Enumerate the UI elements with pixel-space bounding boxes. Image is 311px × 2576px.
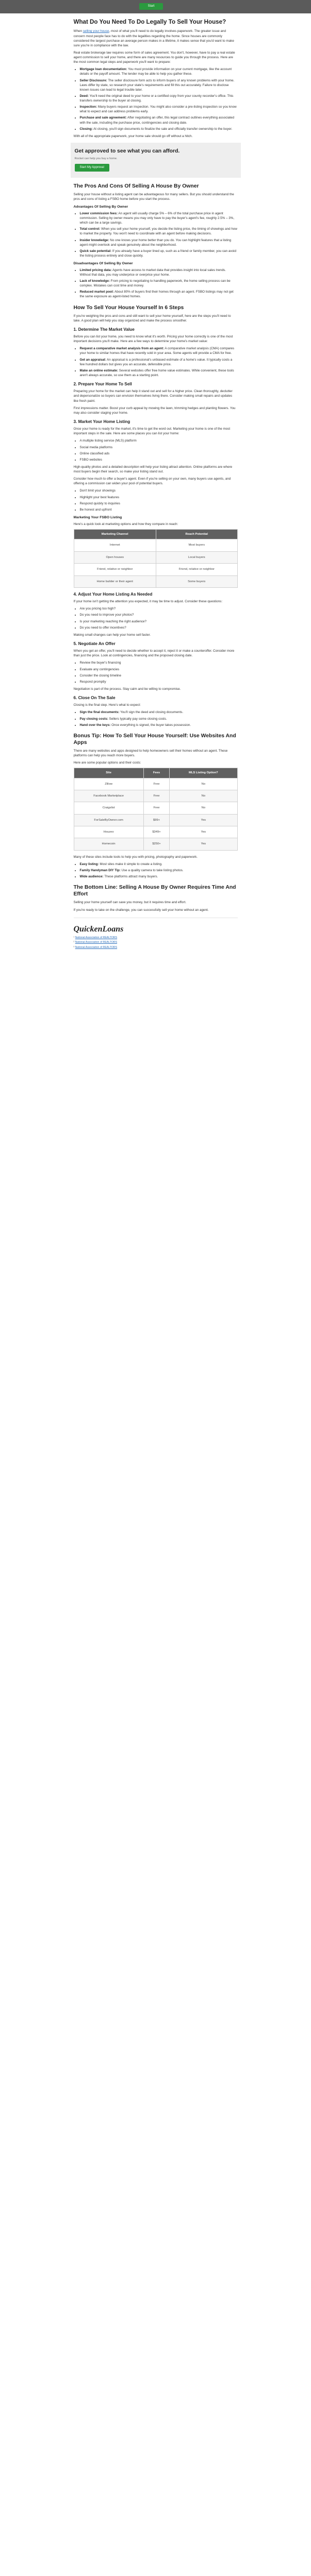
item-text: No one knows your home better than you do. You can highlight features that a listing agent might overlook and speak genuinely about the neighborhood. [79,238,232,247]
paragraph: Preparing your home for the market can help it stand out and sell for a higher price. Clean thoroughly, declutter and depersonalize so buyers can envision themselves living there. Consider making small repairs and updates like fresh paint. [73,389,233,403]
table-cell: Free [143,802,170,814]
table-cell: Home builder or their agent [74,575,156,587]
item-bold: Pay closing costs: [79,717,108,721]
paragraph: If your home isn't getting the attention you expected, it may be time to adjust. Consider these questions: [73,600,223,604]
item-bold: Get an appraisal: [79,358,106,362]
list-item [80,874,238,879]
table-row [74,551,237,563]
list-item: • Is your marketing reaching the right audience? [80,619,238,624]
table-row [74,814,237,826]
table-row [74,539,237,551]
list-item [80,94,238,103]
list-item: • Review the buyer's financing [80,660,238,665]
footnote: ² National Association of REALTORS [73,941,118,944]
list-item [80,127,238,131]
paragraph: Many of these sites include tools to help you with pricing, photography and paperwork. [73,855,198,859]
quicken-loans-logo[interactable] [74,923,238,935]
list-item [80,290,238,299]
table-cell: No [170,802,237,814]
item-bold: Wide audience: [79,875,104,879]
footnote-link[interactable]: National Association of REALTORS [75,941,118,944]
item-bold: Reduced market pool: [79,290,114,294]
item-text: The seller disclosure form acts to inform buyers of any known problems with your home. Laws differ by state, so research your state's requirements and fill this out accurately. Failure to disclose known issues can lead to legal trouble later. [79,78,235,92]
item-text: Most sites make it simple to create a listing. [99,862,162,866]
item-text: Several websites offer free home value estimates. While convenient, these tools aren't always accurate, so use them as a starting point. [79,368,234,377]
table-row [74,575,237,587]
step-3-list [74,438,238,462]
paragraph: Consider how much to offer a buyer's agent. Even if you're selling on your own, many buyers use agents, and offering a commission can widen your pool of potential buyers. [73,477,231,486]
list-item: • Are you pricing too high? [80,606,238,611]
legal-list [74,67,238,131]
step-5-title: 5. Negotiate An Offer [73,641,116,646]
item-text: These platforms attract many buyers. [103,875,158,879]
list-item: • Do you need to offer incentives? [80,625,238,630]
table-header: Fees [143,768,170,778]
item-bold: Lower commission fees: [79,211,118,215]
cons-list [74,268,238,299]
step-3-list-2 [74,488,238,512]
marketing-table [74,529,238,588]
list-item [80,868,238,873]
footnote-link[interactable]: National Association of REALTORS [75,945,118,949]
table-cell: Most buyers [156,539,237,551]
item-bold: Insider knowledge: [79,238,109,242]
item-text: From pricing to negotiating to handling paperwork, the home selling process can be complex. Mistakes can cost time and money. [79,279,231,288]
item-text: An appraisal is a professional's unbiased estimate of a home's value. It typically costs a few hundred dollars but gives you an accurate, defensible price. [79,358,233,366]
item-bold: Family Handyman DIY Tip: [79,869,121,873]
cons-title: Disadvantages Of Selling By Owner [73,262,133,265]
paragraph: High-quality photos and a detailed description will help your listing attract attention. Online platforms are where most buyers begin their search, so make your listing stand out. [73,465,233,474]
table-cell: Internet [74,539,156,551]
table-cell: Yes [170,814,237,826]
table-cell: No [170,778,237,790]
item-bold: Limited pricing data: [79,268,112,272]
step-1-title: 1. Determine The Market Value [73,327,135,332]
step-2-title: 2. Prepare Your Home To Sell [73,382,132,387]
footnote: ³ National Association of REALTORS [73,945,118,949]
list-item [80,358,238,367]
footnote-link[interactable]: National Association of REALTORS [75,936,118,939]
list-item [80,78,238,92]
logo-word-1: Quicken [73,924,103,934]
text: When [73,29,83,33]
paragraph: Here's a quick look at marketing options and how they compare in reach: [73,522,178,526]
list-item [80,717,238,721]
list-item [80,723,238,727]
paragraph: First impressions matter. Boost your curb appeal by mowing the lawn, trimming hedges and planting flowers. You may also consider staging your home. [73,406,236,415]
list-item: • Be honest and upfront [80,507,238,512]
table-cell: Local buyers [156,551,237,563]
item-bold: Quick sale potential: [79,249,112,253]
table-cell: $250+ [143,838,170,850]
step-1-list [74,346,238,378]
article [74,19,238,950]
list-item [80,211,238,225]
list-item [80,67,238,76]
table-header-row [74,529,237,539]
item-text: You must provide information on your current mortgage, like the account details or the payoff amount. The lender may be able to help you gather these. [79,67,232,76]
list-item: • Respond promptly [80,680,238,684]
item-text: After negotiating an offer, this legal contract outlines everything associated with the sale, including the purchase price, contingencies and closing date. [79,116,235,125]
paragraph: Negotiation is part of the process. Stay calm and be willing to compromise. [73,687,181,691]
item-text: A comparative market analysis (CMA) compares your home to similar homes that have recently sold in your area. Some agents will provide a CMA for free. [79,347,235,355]
footnote: ¹ National Association of REALTORS [73,936,118,939]
item-text: Use a quality camera to take listing photos. [120,869,184,873]
item-bold: Lack of knowledge: [79,279,110,283]
pros-title: Advantages Of Selling By Owner [73,205,128,209]
list-item: • Do you need to improve your photos? [80,613,238,617]
table-header: Reach Potential [156,529,237,539]
item-text: When you sell your home yourself, you decide the listing price, the timing of showings and how to market the property. You won't need to coordinate with an agent before making decisions. [79,227,237,236]
item-text: Once everything is signed, the buyer takes possession. [110,723,191,727]
item-bold: Sign the final documents: [79,710,120,715]
paragraph: Real estate brokerage law requires some form of sales agreement. You don't, however, have to pay a real estate agent commission to sell your home, and there are many resources to guide you through the process. Here are the most common legal steps and paperwork you'll want to prepare: [73,50,235,64]
table-row [74,802,237,814]
list-item [80,115,238,125]
table-cell: No [170,790,237,802]
table-cell: ForSaleByOwner.com [74,814,143,826]
table-1-title: Marketing Your FSBO Listing [73,515,122,519]
step-4-list [74,606,238,630]
top-banner [0,0,311,13]
list-item: • Online classified ads [80,451,238,456]
section-title-bottom-line: The Bottom Line: Selling A House By Owner Requires Time And Effort [73,885,236,897]
table-cell: Friend, relative or neighbor [74,564,156,575]
table-cell: Yes [170,826,237,838]
table-cell: Zillow [74,778,143,790]
table-row [74,826,237,838]
item-bold: Closing: [79,127,93,131]
section-title-pros-cons: The Pros And Cons Of Selling A House By Owner [73,183,199,189]
list-item: • Don't limit your showings [80,488,238,493]
item-text: At closing, you'll sign documents to finalize the sale and officially transfer ownership to the buyer. [92,127,233,131]
paragraph: When you get an offer, you'll need to decide whether to accept it, reject it or make a counteroffer. Consider more than just the price. Look at contingencies, financing and the proposed closing date. [73,649,235,658]
list-item [80,238,238,247]
approval-cta [71,143,241,178]
table-cell: $349+ [143,826,170,838]
paragraph: Selling your house without a listing agent can be advantageous for many sellers. But you should understand the pros and cons of listing a FSBO home before you start the process. [73,192,234,201]
table-row [74,838,237,850]
list-item: • Consider the closing timeline [80,673,238,678]
item-bold: Purchase and sale agreement: [79,116,127,120]
step-3-title: 3. Market Your Home Listing [73,419,130,424]
list-item: • Highlight your best features [80,495,238,500]
start-button[interactable]: Start [139,3,163,10]
paragraph: Closing is the final step. Here's what to expect: [73,703,141,707]
list-item: • Evaluate any contingencies [80,667,238,672]
step-6-list [74,710,238,727]
list-item: • Respond quickly to inquiries [80,501,238,506]
item-text: You'll sign the deed and closing documents. [119,710,184,715]
websites-list [74,862,238,879]
list-item [80,268,238,277]
paragraph: Making small changes can help your home sell faster. [73,633,151,637]
paragraph: If you're weighing the pros and cons and still want to sell your home yourself, here are the steps you'll need to take. A good plan will help you stay organized and make the process smoother. [73,314,231,323]
table-cell: Friend, relative or neighbor [156,564,237,575]
table-cell: $99+ [143,814,170,826]
paragraph: Here are some popular options and their costs: [73,761,141,765]
list-item [80,368,238,378]
pros-list [74,211,238,258]
item-text: Many buyers request an inspection. You might also consider a pre-listing inspection so you know what to expect and can address problems early. [79,105,237,114]
list-item: • A multiple listing service (MLS) platform [80,438,238,443]
list-item [80,710,238,715]
list-item [80,279,238,288]
table-cell: Houzeo [74,826,143,838]
table-header: Marketing Channel [74,529,156,539]
item-text: You'll need the original deed to your home or a certified copy from your county recorder's office. This transfers ownership to the buyer at closing. [79,94,234,103]
start-approval-button[interactable]: Start My Approval [75,164,109,172]
paragraph: With all of the appropriate paperwork, your home sale should go off without a hitch. [73,134,193,138]
item-bold: Easy listing: [79,862,99,866]
paragraph: Before you can list your home, you need to know what it's worth. Pricing your home correctly is one of the most important decisions you'll make. Here are a few ways to determine your home's market value: [73,335,233,344]
item-text: Agents have access to market data that provides insight into local sales trends. Without that data, you may underprice or overprice your home. [79,268,226,277]
table-cell: Facebook Marketplace [74,790,143,802]
table-cell: Homecoin [74,838,143,850]
list-item [80,346,238,355]
item-bold: Mortgage loan documentation: [79,67,127,72]
step-5-list [74,660,238,684]
list-item: • Social media platforms [80,445,238,450]
text: , most of what you'll need to do legally involves paperwork. The greater issue and concern most people face has to do with the legalities regarding the home. Since houses are commonly considered the largest purchase an average person makes in a lifetime, it makes sense that you'd want to make sure you're in compliance with the law. [73,29,234,47]
table-cell: Some buyers [156,575,237,587]
table-row [74,778,237,790]
item-bold: Hand over the keys: [79,723,111,727]
table-row [74,564,237,575]
list-item [80,249,238,258]
cta-subtitle: Rocket can help you buy a home. [74,157,118,160]
step-4-title: 4. Adjust Your Home Listing As Needed [73,591,153,597]
item-text: If you already have a buyer lined up, such as a friend or family member, you can avoid the listing process entirely and close quickly. [79,249,236,258]
table-header-row [74,768,237,778]
paragraph: Once your home is ready for the market, it's time to get the word out. Marketing your home is one of the most important steps in the sale. Here are some places you can list your home: [73,427,231,436]
item-text: An agent will usually charge 5% – 6% of the total purchase price in agent commission. Selling by owner means you may only have to pay the buyer's agent's fee, roughly 2.5% – 3%, which can be a large savings. [79,211,235,225]
table-row [74,790,237,802]
table-header: MLS Listing Option? [170,768,237,778]
step-6-title: 6. Close On The Sale [73,696,116,701]
table-cell: Open houses [74,551,156,563]
cta-title: Get approved to see what you can afford. [74,148,180,154]
section-title-legal: What Do You Need To Do Legally To Sell Your House? [73,19,226,25]
item-text: Sellers typically pay some closing costs. [108,717,167,721]
list-item [80,227,238,236]
websites-table [74,768,238,851]
paragraph [74,29,238,48]
table-cell: Free [143,790,170,802]
paragraph: If you're ready to take on the challenge, you can successfully sell your home without an agent. [73,908,209,912]
list-item [80,862,238,867]
item-bold: Deed: [79,94,89,98]
item-bold: Inspection: [79,105,97,109]
paragraph: Selling your home yourself can save you money, but it requires time and effort. [73,901,187,905]
selling-house-link[interactable]: selling your house [83,29,109,33]
item-bold: Request a comparative market analysis from an agent: [79,347,164,351]
section-title-steps: How To Sell Your House Yourself In 6 Steps [73,304,184,311]
item-text: About 80% of buyers find their homes through an agent. FSBO listings may not get the same exposure as agent-listed homes. [79,290,234,299]
table-cell: Craigslist [74,802,143,814]
table-cell: Free [143,778,170,790]
logo-word-2: Loans [102,924,124,934]
item-bold: Seller Disclosure: [79,78,107,82]
section-title-websites: Bonus Tip: How To Sell Your House Yourself: Use Websites And Apps [73,733,236,745]
item-bold: Total control: [79,227,101,231]
paragraph: There are many websites and apps designed to help homeowners sell their homes without an agent. These platforms can help you reach more buyers. [73,749,228,757]
list-item: • FSBO websites [80,457,238,462]
table-cell: Yes [170,838,237,850]
list-item [80,105,238,114]
table-header: Site [74,768,143,778]
item-bold: Make an online estimate: [79,368,119,372]
